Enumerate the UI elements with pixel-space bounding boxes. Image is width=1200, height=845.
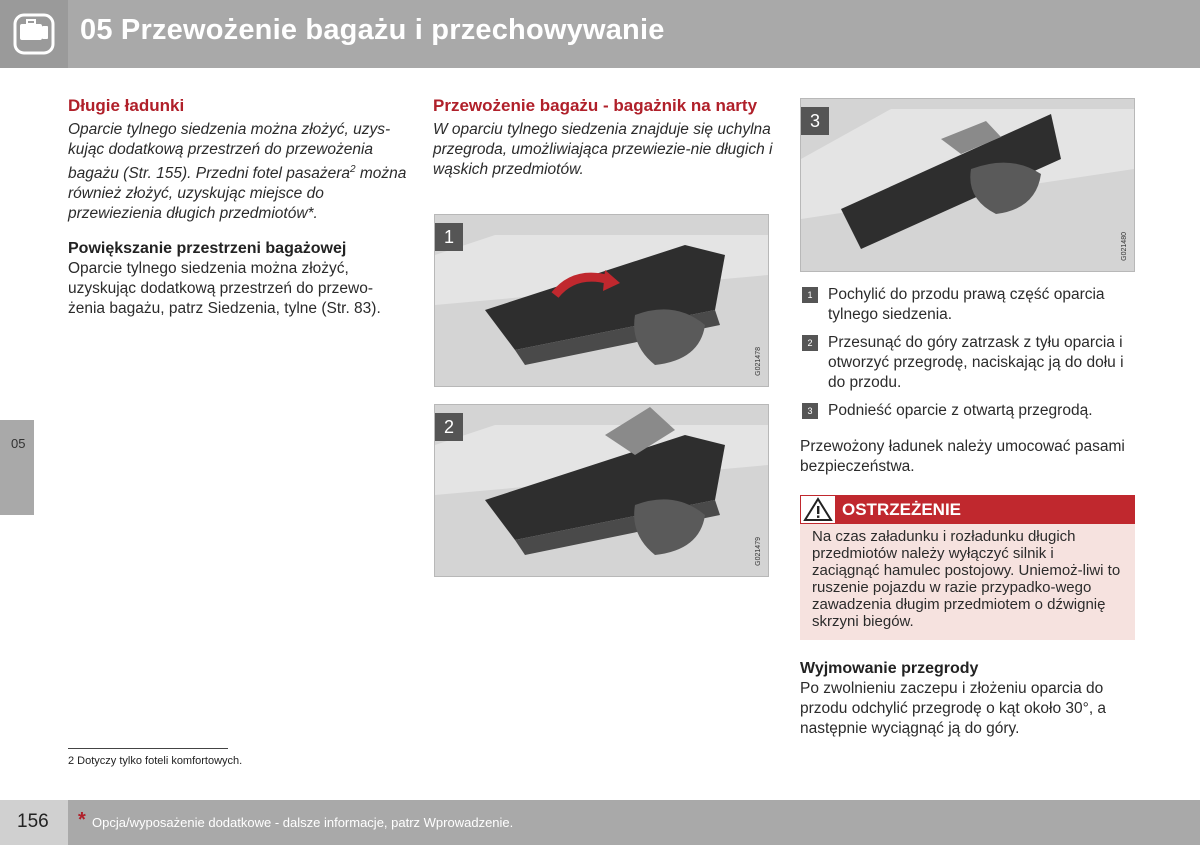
warning-title: OSTRZEŻENIE [842,500,962,519]
expand-text: Oparcie tylnego siedzenia można złożyć, uzyskując dodatkową przestrzeń do przewo-żenia bagażu, patrz Siedzenia, tylne (Str. 83). [68,260,381,318]
footnote-marker: 2 [350,164,356,175]
step-item [800,285,1135,325]
step-text: Przesunąć do góry zatrzask z tyłu oparcia i otworzyć przegrodę, naciskając ją do dołu i do przodu. [828,334,1124,391]
cargo-note: Przewożony ładunek należy umocować pasami bezpieczeństwa. [800,438,1125,475]
warning-text: Na czas załadunku i rozładunku długich przedmiotów należy wyłączyć silnik i zaciągnąć hamulec postojowy. Uniemoż-liwi to ruszenie pojazdu w razie przypadko-wego zawadzenia długim przedmiotem o dźwignię skrzyni biegów. [812,528,1121,630]
step-number: 2 [802,335,818,351]
chapter-tab-label: 05 [11,436,26,451]
illustration-raise-backrest [800,98,1135,272]
step-number: 3 [802,403,818,419]
option-star: * [78,809,86,831]
footer-text: Opcja/wyposażenie dodatkowe - dalsze informacje, patrz Wprowadzenie. [92,815,514,830]
warning-box [800,524,1135,640]
page-number-box [0,800,68,845]
footnote: 2 Dotyczy tylko foteli komfortowych. [68,755,243,767]
step-text: Podnieść oparcie z otwartą przegrodą. [828,402,1093,419]
figure-number: 3 [801,107,829,135]
figure-number: 2 [435,413,463,441]
subsection-heading-expand: Powiększanie przestrzeni bagażowej [68,240,347,258]
illustration-fold-seat [434,214,769,387]
removal-text: Po zwolnieniu zaczepu i złożeniu oparcia do przodu odchylić przegrodę o kąt około 30°, a następnie wyciągnąć ją do góry. [800,680,1107,737]
section-heading-ski-hatch: Przewożenie bagażu - bagażnik na narty [433,96,758,115]
step-item [800,333,1135,393]
figure-code: G021478 [755,347,762,376]
long-loads-intro: Oparcie tylnego siedzenia można złożyć, uzys-kując dodatkową przestrzeń do przewożenia bagażu (Str. 155). Przedni fotel pasażera$^2$ można również złożyć, uzyskując miejsce do przewiezienia długich przedmiotów*. [68,121,407,223]
column-ski-hatch [433,95,773,180]
chapter-tab [0,420,34,515]
luggage-icon [0,0,68,68]
warning-triangle-icon [800,495,836,524]
column-long-loads [68,95,408,319]
page-title: 05 Przewożenie bagażu i przechowywanie [80,14,665,46]
step-item [800,401,1135,421]
ski-hatch-intro: W oparciu tylnego siedzenia znajduje się uchylna przegroda, umożliwiająca przewiezie-nie długich i wąskich przedmiotów. [433,121,773,178]
step-number: 1 [802,287,818,303]
page-header [0,0,1200,68]
warning-header [800,495,1135,524]
section-heading-long-loads: Długie ładunki [68,96,185,115]
subsection-heading-removal: Wyjmowanie przegrody [800,660,979,677]
footnote-divider [68,748,228,749]
page-footer [68,800,1200,845]
page-number: 156 [17,811,49,832]
illustration-open-hatch [434,404,769,577]
figure-code: G021479 [755,537,762,566]
column-steps [800,285,1135,739]
figure-number: 1 [435,223,463,251]
step-text: Pochylić do przodu prawą część oparcia tylnego siedzenia. [828,286,1105,323]
figure-code: G021480 [1121,232,1128,261]
